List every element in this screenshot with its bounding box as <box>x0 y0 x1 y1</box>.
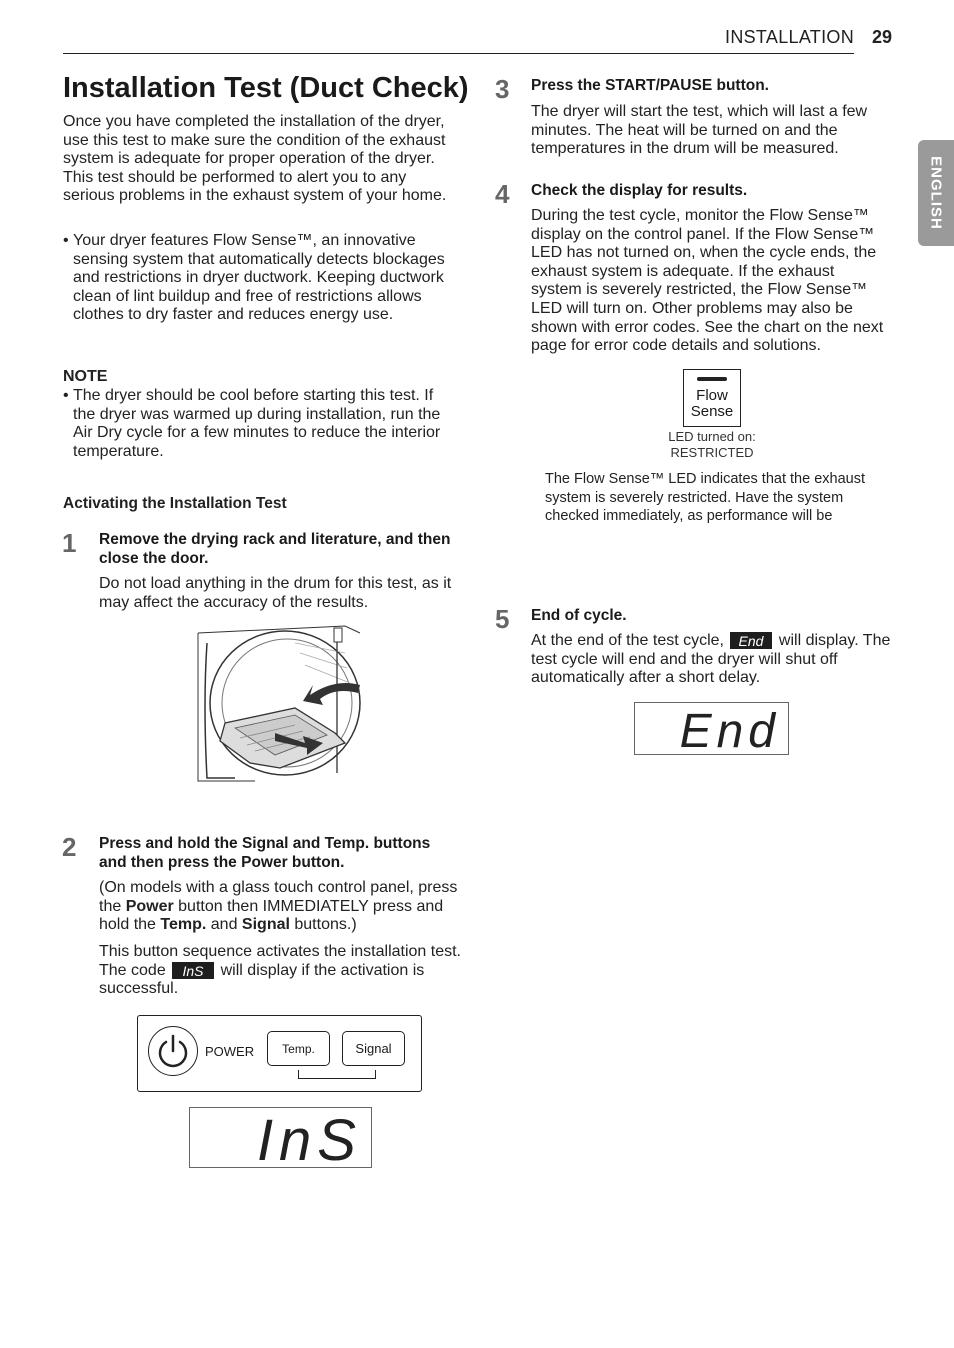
button-bracket <box>298 1070 376 1079</box>
note-text: The dryer should be cool before starting this test. If the dryer was warmed up during installation, run the Air Dry cycle for a few minutes to reduce the interior temperature. <box>73 387 441 460</box>
end-code-badge <box>730 632 772 649</box>
step-body: Do not load anything in the drum for this test, as it may affect the accuracy of the results. <box>99 575 452 611</box>
step-body: The dryer will start the test, which will last a few minutes. The heat will be turned on and the temperatures in the drum will be measured. <box>531 103 868 158</box>
bullet-dot: • <box>63 387 69 404</box>
end-display-text: End <box>679 705 780 754</box>
step-number: 5 <box>495 604 510 634</box>
glass-note-temp: Temp. <box>160 916 207 934</box>
caption-line: LED turned on: <box>668 429 756 444</box>
glass-note-text: button then IMMEDIATELY press and hold the <box>99 897 444 934</box>
section-label: INSTALLATION <box>725 27 854 47</box>
glass-note-text: and <box>206 916 242 934</box>
flow-sense-explanation: The Flow Sense™ LED indicates that the exhaust system is severely restricted. Have the system checked immediately, as performance will be <box>545 471 865 525</box>
language-tab <box>918 140 954 246</box>
page-title: Installation Test (Duct Check) <box>63 72 469 104</box>
dryer-rack-illustration <box>195 623 365 783</box>
ins-code-badge <box>172 962 214 979</box>
step-body-text: will display if the activation is successful. <box>99 961 425 998</box>
end-code-text: End <box>738 633 764 650</box>
note-heading: NOTE <box>63 368 108 385</box>
step-heading: Remove the drying rack and literature, and then close the door. <box>99 531 451 567</box>
intro-bullet-text: Your dryer features Flow Sense™, an innovative sensing system that automatically detects blockages and restrictions in dryer ductwork. Keeping ductwork clean of lint buildup and free of restrictions allows clothes to dry faster and reduces energy use. <box>73 232 445 324</box>
glass-note-power: Power <box>125 897 174 915</box>
step-number: 3 <box>495 74 510 104</box>
step-body <box>99 943 461 999</box>
step-body <box>531 632 891 688</box>
step-body: During the test cycle, monitor the Flow Sense™ display on the control panel. If the Flow Sense™ LED has not turned on, when the cycle ends, the exhaust system is adequate. If the exhaust system is severely restricted, the Flow Sense™ LED will turn on. Other problems may also be shown with error codes. See the chart on the next page for error code details and solutions. <box>531 207 884 355</box>
glass-note-text: buttons.) <box>289 916 357 934</box>
ins-display-text: InS <box>256 1108 362 1167</box>
power-button[interactable] <box>148 1026 198 1076</box>
ins-code-text: InS <box>182 962 204 979</box>
signal-button[interactable]: Signal <box>342 1031 405 1066</box>
flow-sense-label-line: Flow <box>696 387 728 404</box>
step-number: 1 <box>62 528 77 558</box>
page-number: 29 <box>871 27 892 47</box>
step-heading: Press the START/PAUSE button. <box>531 77 769 94</box>
step-heading: Check the display for results. <box>531 182 748 199</box>
end-display <box>634 702 789 755</box>
step-body-text: At the end of the test cycle, <box>531 632 724 649</box>
step-heading: End of cycle. <box>531 607 627 624</box>
step-heading: Press and hold the Signal and Temp. buttons and then press the Power button. <box>99 835 431 871</box>
intro-paragraph: Once you have completed the installation of the dryer, use this test to make sure the condition of the exhaust system is adequate for proper operation of the dryer. This test should be performed to alert you to any serious problems in the exhaust system of your home. <box>63 113 447 205</box>
caption-line: RESTRICTED <box>670 445 754 460</box>
glass-note-signal: Signal <box>241 916 290 934</box>
note-item <box>63 387 458 461</box>
step-body-text: will display. The test cycle will end and the dryer will shut off automatically after a short delay. <box>531 632 891 687</box>
step-body-text: This button sequence activates the installation test. The code <box>99 943 461 979</box>
ins-display <box>189 1107 372 1168</box>
power-icon <box>149 1027 197 1075</box>
step-number: 2 <box>62 832 77 862</box>
flow-sense-label-line: Sense <box>690 403 734 420</box>
header-rule <box>63 53 854 54</box>
flow-sense-led <box>697 377 727 381</box>
flow-sense-caption <box>632 429 792 461</box>
language-tab-label: ENGLISH <box>927 156 945 230</box>
glass-note-text: (On models with a glass touch control panel, press the <box>99 879 458 915</box>
subheading: Activating the Installation Test <box>63 495 287 512</box>
power-label: POWER <box>205 1044 255 1059</box>
flow-sense-label <box>684 388 740 420</box>
step-number: 4 <box>495 179 510 209</box>
bullet-dot: • <box>63 232 69 249</box>
intro-bullet <box>63 232 458 325</box>
flow-sense-indicator <box>683 369 741 427</box>
temp-button[interactable]: Temp. <box>267 1031 330 1066</box>
control-panel <box>137 1015 422 1092</box>
step-glass-note <box>99 879 461 935</box>
